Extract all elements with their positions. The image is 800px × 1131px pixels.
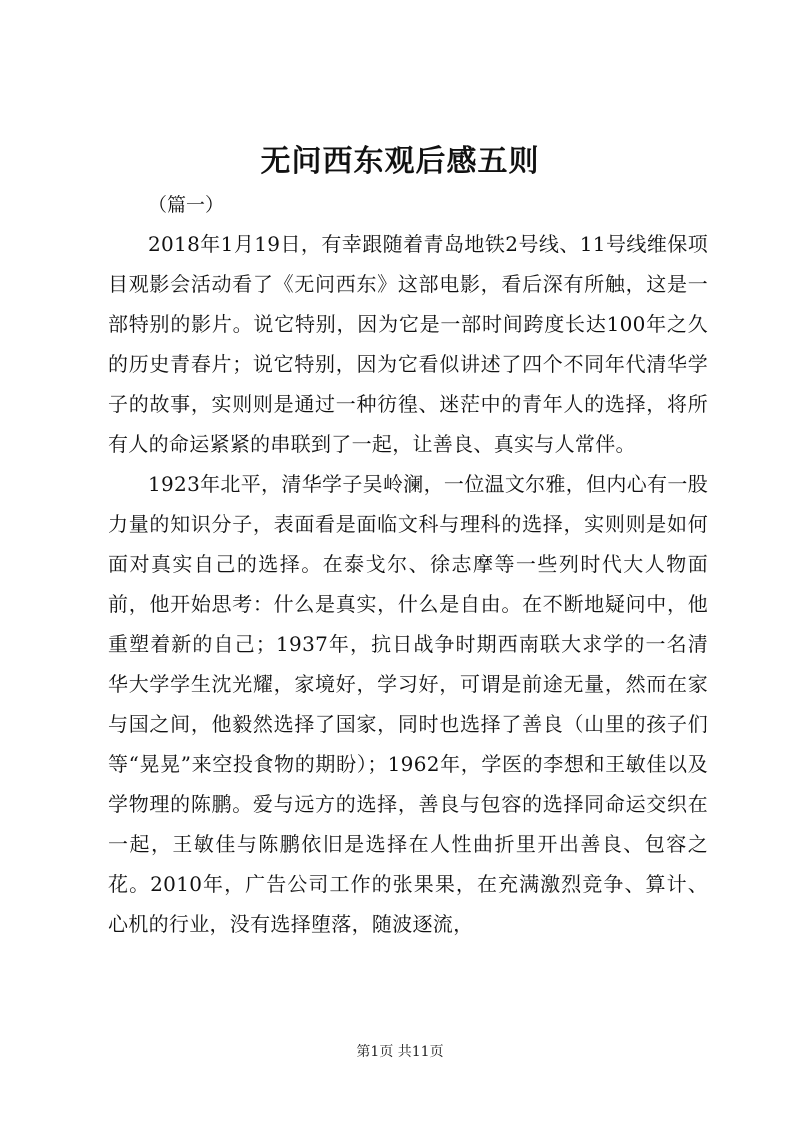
document-body bbox=[108, 186, 708, 944]
paragraph-2: 1923年北平，清华学子吴岭澜，一位温文尔雅，但内心有一股力量的知识分子，表面看是面临文科与理科的选择，实则则是如何面对真实自己的选择。在泰戈尔、徐志摩等一些列时代大人物面前，他开始思考：什么是真实，什么是自由。在不断地疑问中，他重塑着新的自己；1937年，抗日战争时期西南联大求学的一名清华大学学生沈光耀，家境好，学习好，可谓是前途无量，然而在家与国之间，他毅然选择了国家，同时也选择了善良（山里的孩子们等“晃晃”来空投食物的期盼）；1962年，学医的李想和王敏佳以及学物理的陈鹏。爱与远方的选择，善良与包容的选择同命运交织在一起，王敏佳与陈鹏依旧是选择在人性曲折里开出善良、包容之花。2010年，广告公司工作的张果果，在充满激烈竞争、算计、心机的行业，没有选择堕落，随波逐流， bbox=[108, 472, 708, 936]
section-label: （篇一） bbox=[148, 194, 225, 216]
paragraph-1: 2018年1月19日，有幸跟随着青岛地铁2号线、11号线维保项目观影会活动看了《无问西东》这部电影，看后深有所触，这是一部特别的影片。说它特别，因为它是一部时间跨度长达100年之久的历史青春片；说它特别，因为它看似讲述了四个不同年代清华学子的故事，实则则是通过一种彷徨、迷茫中的青年人的选择，将所有人的命运紧紧的串联到了一起，让善良、真实与人常伴。 bbox=[108, 232, 708, 456]
document-title: 无问西东观后感五则 bbox=[260, 144, 540, 179]
page-footer: 第1页 共11页 bbox=[356, 1044, 444, 1060]
